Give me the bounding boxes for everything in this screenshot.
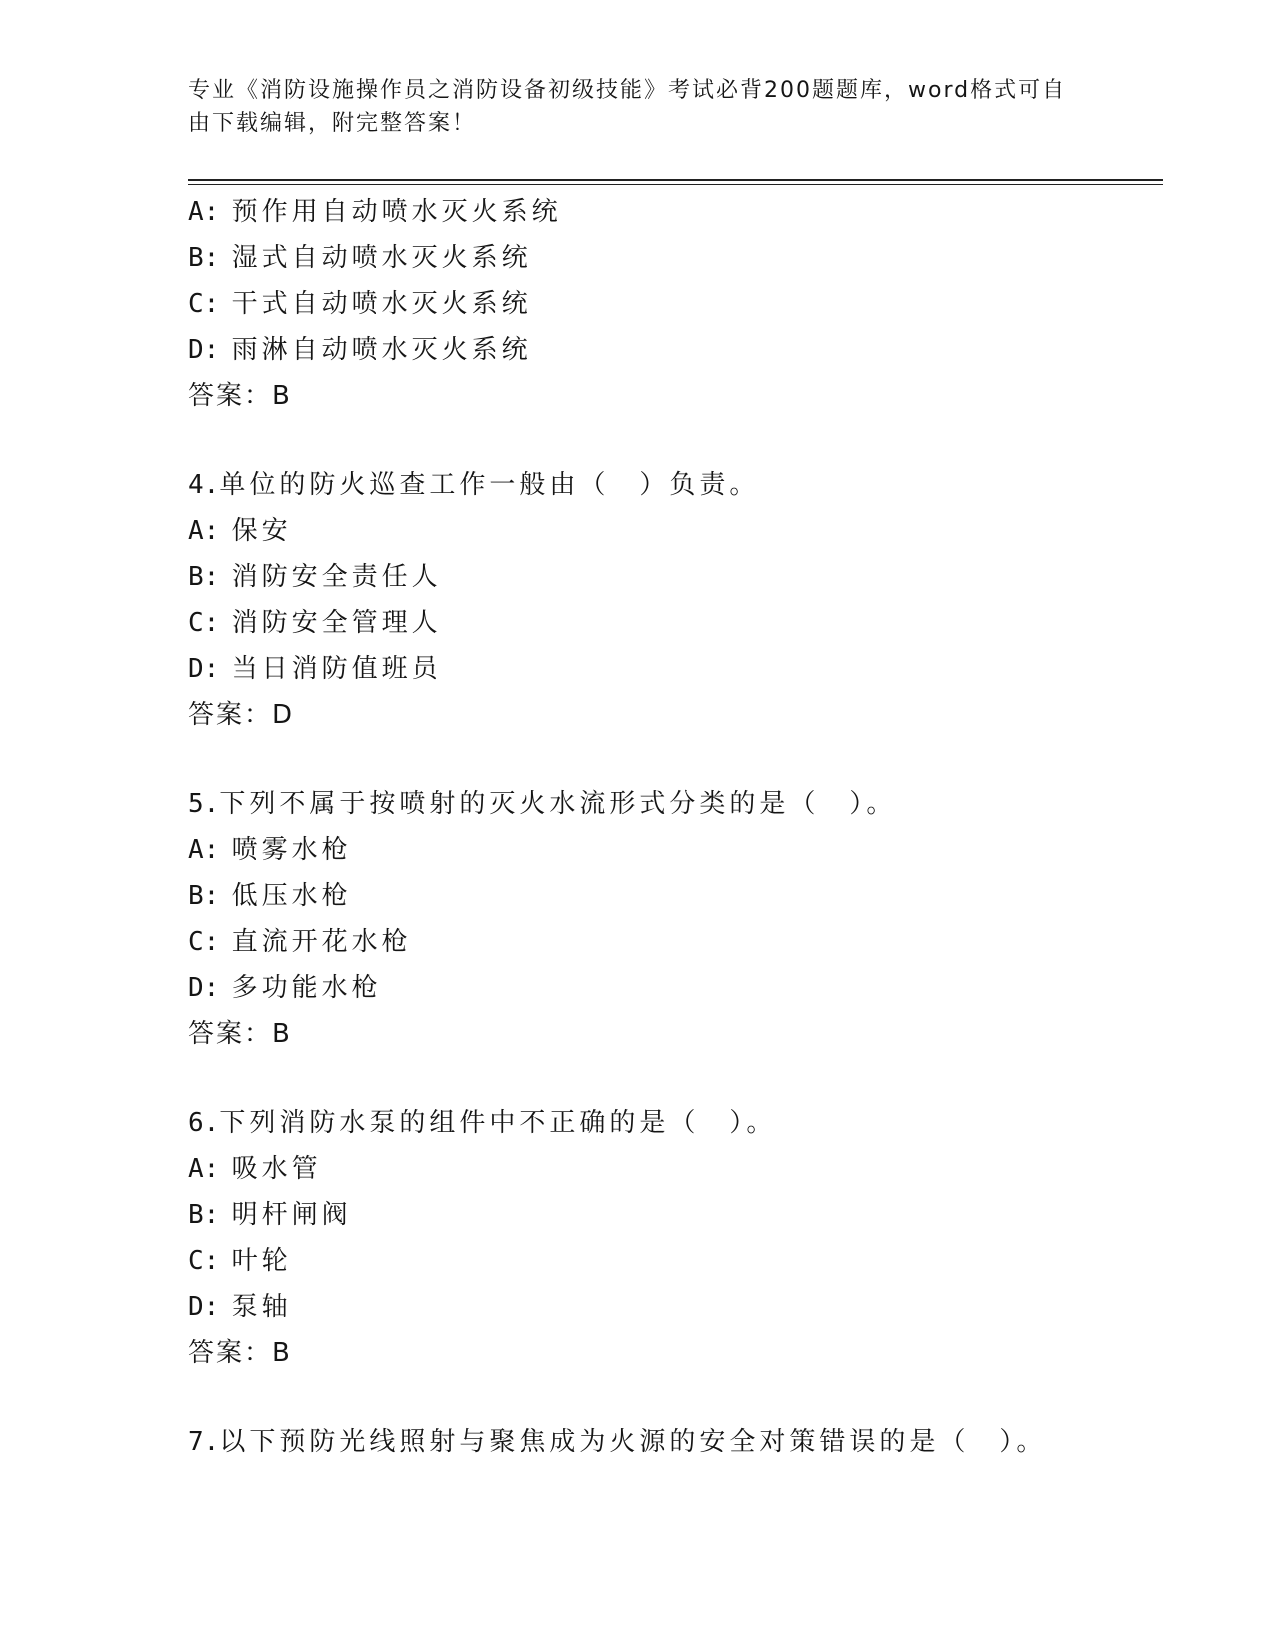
option-d: D: 多功能水枪	[188, 973, 382, 1003]
answer-value: B	[272, 1338, 290, 1368]
question-block-5	[188, 781, 1163, 1057]
option-a: A: 预作用自动喷水灭火系统	[188, 197, 562, 227]
document-header	[188, 74, 1068, 140]
option-b: B: 消防安全责任人	[188, 562, 442, 592]
option-b: B: 湿式自动喷水灭火系统	[188, 243, 532, 273]
question-text: 以下预防光线照射与聚焦成为火源的安全对策错误的是（ ）。	[219, 1427, 1047, 1457]
question-number: 7.	[188, 1427, 220, 1457]
answer-line	[188, 373, 1163, 419]
option-c: C: 直流开花水枪	[188, 927, 412, 957]
option-text: 雨淋自动喷水灭火系统	[231, 335, 532, 365]
option-text: 预作用自动喷水灭火系统	[231, 197, 562, 227]
question-number: 4.	[188, 470, 220, 500]
option-text: 明杆闸阀	[231, 1200, 352, 1230]
question-block-7	[188, 1419, 1163, 1465]
option-d: D: 泵轴	[188, 1292, 292, 1322]
option-text: 湿式自动喷水灭火系统	[231, 243, 532, 273]
option-text: 保安	[231, 516, 292, 546]
question-block-4	[188, 462, 1163, 738]
option-d: D: 雨淋自动喷水灭火系统	[188, 335, 532, 365]
answer-line	[188, 1330, 1163, 1376]
option-a: A: 喷雾水枪	[188, 835, 352, 865]
option-text: 多功能水枪	[231, 973, 382, 1003]
option-text: 消防安全责任人	[231, 562, 442, 592]
option-c: C: 消防安全管理人	[188, 608, 442, 638]
answer-label: 答案：	[188, 1019, 273, 1049]
option-b: B: 低压水枪	[188, 881, 352, 911]
option-text: 直流开花水枪	[231, 927, 412, 957]
option-text: 泵轴	[231, 1292, 292, 1322]
question-stem	[188, 462, 1163, 508]
option-text: 当日消防值班员	[231, 654, 442, 684]
answer-line	[188, 692, 1163, 738]
option-a: A: 吸水管	[188, 1154, 322, 1184]
answer-label: 答案：	[188, 700, 273, 730]
option-a: A: 保安	[188, 516, 292, 546]
option-text: 喷雾水枪	[231, 835, 352, 865]
option-d: D: 当日消防值班员	[188, 654, 442, 684]
question-stem	[188, 1419, 1163, 1465]
question-stem	[188, 781, 1163, 827]
question-stem	[188, 1100, 1163, 1146]
option-text: 低压水枪	[231, 881, 352, 911]
question-text: 单位的防火巡查工作一般由（ ）负责。	[219, 470, 760, 500]
answer-label: 答案：	[188, 1338, 273, 1368]
question-text: 下列消防水泵的组件中不正确的是（ ）。	[219, 1108, 777, 1138]
question-number: 6.	[188, 1108, 220, 1138]
option-text: 消防安全管理人	[231, 608, 442, 638]
header-rule-thin	[188, 184, 1163, 185]
answer-value: B	[272, 1019, 290, 1049]
answer-value: B	[272, 381, 290, 411]
option-c: C: 叶轮	[188, 1246, 292, 1276]
question-text: 下列不属于按喷射的灭火水流形式分类的是（ ）。	[219, 789, 897, 819]
question-block-6	[188, 1100, 1163, 1376]
option-b: B: 明杆闸阀	[188, 1200, 352, 1230]
header-rule-thick	[188, 179, 1163, 181]
document-title: 专业《消防设施操作员之消防设备初级技能》考试必背200题题库，word格式可自由下载编辑，附完整答案！	[188, 78, 1067, 136]
option-text: 干式自动喷水灭火系统	[231, 289, 532, 319]
answer-line	[188, 1011, 1163, 1057]
option-text: 叶轮	[231, 1246, 292, 1276]
question-number: 5.	[188, 789, 220, 819]
answer-value: D	[272, 700, 293, 730]
question-block-continued	[188, 189, 1163, 419]
answer-label: 答案：	[188, 381, 273, 411]
option-text: 吸水管	[231, 1154, 322, 1184]
question-list	[188, 189, 1163, 1465]
option-c: C: 干式自动喷水灭火系统	[188, 289, 532, 319]
